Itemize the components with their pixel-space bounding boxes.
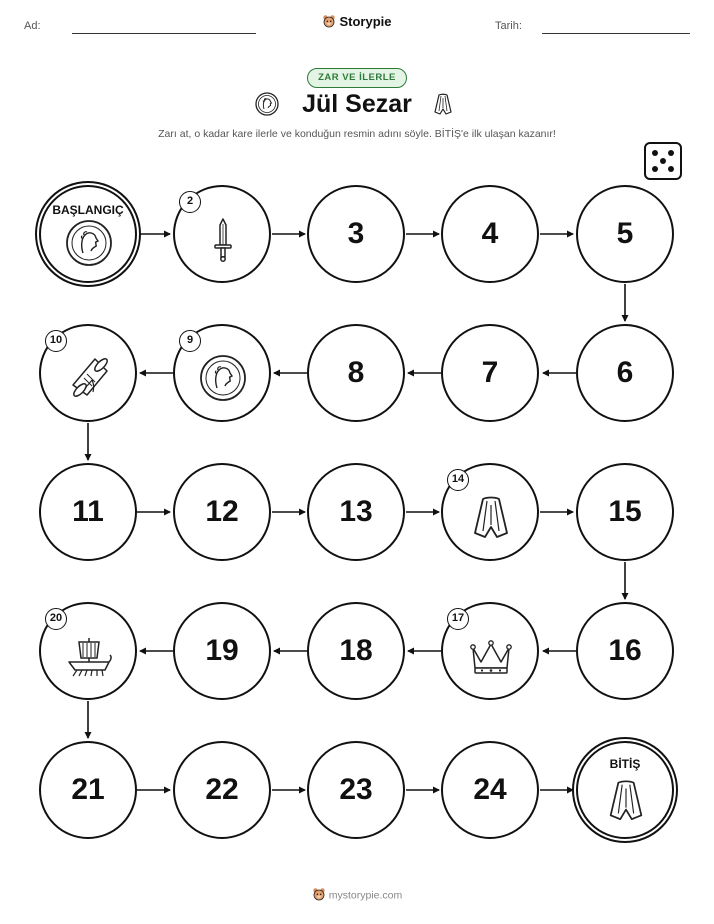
board-cell-17[interactable] — [441, 602, 539, 700]
board-cell-8[interactable] — [307, 324, 405, 422]
start-label: BAŞLANGIÇ — [52, 203, 124, 217]
board-cell-22[interactable] — [173, 741, 271, 839]
cell-number: 23 — [339, 773, 373, 806]
finish-cell[interactable] — [576, 741, 674, 839]
board-cell-16[interactable] — [576, 602, 674, 700]
cell-number: 12 — [205, 495, 239, 528]
cell-number: 15 — [608, 495, 642, 528]
cell-number: 18 — [339, 634, 373, 667]
cell-number-badge: 9 — [179, 330, 201, 352]
board-cell-6[interactable] — [576, 324, 674, 422]
activity-badge: ZAR VE İLERLE — [307, 68, 407, 88]
cell-number-badge: 17 — [447, 608, 469, 630]
toga-icon — [603, 777, 649, 828]
ship-icon — [65, 632, 113, 685]
start-cell[interactable] — [39, 185, 137, 283]
footer-url[interactable]: mystorypie.com — [328, 889, 403, 902]
board-cell-15[interactable] — [576, 463, 674, 561]
page-title: Jül Sezar — [302, 90, 412, 118]
toga-icon — [467, 493, 515, 546]
cell-number: 24 — [473, 773, 507, 806]
board-cell-5[interactable] — [576, 185, 674, 283]
cell-number: 4 — [481, 217, 499, 250]
board-cell-11[interactable] — [39, 463, 137, 561]
cell-number: 11 — [72, 495, 104, 528]
board-cell-12[interactable] — [173, 463, 271, 561]
finish-label: BİTİŞ — [609, 757, 641, 771]
cell-number: 3 — [347, 217, 365, 250]
cell-number: 6 — [616, 356, 634, 389]
board-cell-10[interactable] — [39, 324, 137, 422]
board-cell-24[interactable] — [441, 741, 539, 839]
scroll-icon — [65, 354, 113, 407]
instructions: Zarı at, o kadar kare ilerle ve konduğun resmin adını söyle. BİTİŞ'e ilk ulaşan kazanır! — [158, 128, 556, 140]
name-label: Ad: — [24, 20, 41, 32]
cell-number: 8 — [347, 356, 365, 389]
board-cell-23[interactable] — [307, 741, 405, 839]
board-cell-19[interactable] — [173, 602, 271, 700]
crown-icon — [467, 632, 515, 685]
board-cell-14[interactable] — [441, 463, 539, 561]
bear-icon — [312, 887, 326, 904]
board-cell-7[interactable] — [441, 324, 539, 422]
cell-number-badge: 14 — [447, 469, 469, 491]
board-cell-20[interactable] — [39, 602, 137, 700]
footer — [0, 887, 714, 904]
cell-number: 13 — [339, 495, 373, 528]
sword-icon — [199, 215, 247, 268]
board-cell-9[interactable] — [173, 324, 271, 422]
cell-number-badge: 10 — [45, 330, 67, 352]
board-cell-13[interactable] — [307, 463, 405, 561]
cell-number: 16 — [608, 634, 642, 667]
coin-icon — [65, 219, 113, 272]
board-cell-3[interactable] — [307, 185, 405, 283]
cell-number: 21 — [71, 773, 105, 806]
date-label: Tarih: — [495, 20, 522, 32]
cell-number-badge: 20 — [45, 608, 67, 630]
board-cell-4[interactable] — [441, 185, 539, 283]
board-cell-18[interactable] — [307, 602, 405, 700]
cell-number: 22 — [205, 773, 239, 806]
cell-number: 7 — [481, 356, 499, 389]
cell-number: 5 — [616, 217, 634, 250]
coin-icon — [199, 354, 247, 407]
brand-name: Storypie — [339, 14, 392, 29]
cell-number: 19 — [205, 634, 239, 667]
board-cell-2[interactable] — [173, 185, 271, 283]
cell-number-badge: 2 — [179, 191, 201, 213]
board-cell-21[interactable] — [39, 741, 137, 839]
